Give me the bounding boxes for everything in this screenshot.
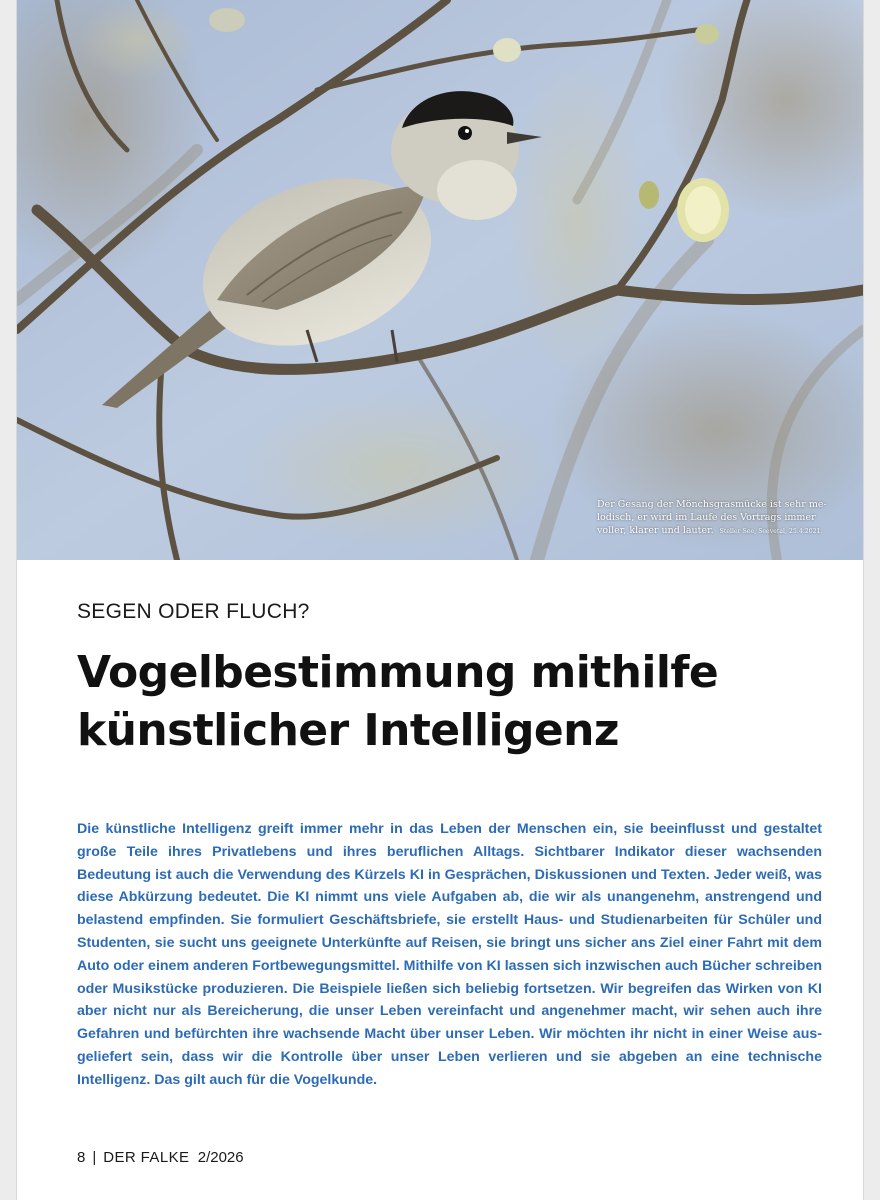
bird-photo [17,0,863,560]
photo-caption [597,498,839,538]
headline-line-1: Vogelbestimmung mithilfe [77,647,719,698]
page-footer [77,1149,244,1166]
issue-number: 2/2026 [197,1149,244,1166]
blackcap-illustration [17,0,863,560]
article-kicker: SEGEN ODER FLUCH? [77,600,310,623]
headline-line-2: künstlicher Intelligenz [77,705,619,756]
footer-separator: | [92,1149,97,1166]
photo-caption-text: Der Gesang der Mönchsgrasmücke ist sehr melodisch, er wird im Laufe des Vortrags immer voller, klarer und lauter. [597,499,827,536]
photo-credit: Steller See, Seevetal, 25.4.2021. [719,528,823,535]
article-lead-paragraph: Die künstliche Intelligenz greift immer mehr in das Leben der Menschen ein, sie beeinflusst und gestaltet große Teile ihres Privatlebens und ihres beruflichen Alltags. Sichtbarer Indikator dieser wachsenden Bedeutung ist auch die Verwendung des Kürzels KI in Gesprächen, Diskussionen und Texten. Jeder weiß, was diese Abkürzung bedeutet. Die KI nimmt uns viele Aufgaben ab, die wir als unangenehm, anstrengend und belastend empfinden. Sie formuliert Geschäftsbriefe, sie erstellt Haus- und Studienarbeiten für Schüler und Studenten, sie sucht uns geeignete Unterkünfte auf Reisen, sie bringt uns sicher ans Ziel einer Fahrt mit dem Auto oder einem anderen Fortbewegungsmittel. Mithilfe von KI lassen sich inzwischen auch Bücher schreiben oder Musikstücke produzieren. Die Beispiele ließen sich beliebig fortsetzen. Wir begreifen das Wirken von KI aber nicht nur als Bereicherung, die unser Leben vereinfacht und angenehmer macht, wir sehen auch ihre Gefahren und befürchten ihre wachsende Macht über unser Leben. Wir möchten ihr nicht in einer Weise ausgeliefert sein, dass wir die Kontrolle über unser Leben verlieren und sie abgeben an eine technische Intelligenz. Das gilt auch für die Vogelkunde. [77,821,822,1088]
article-headline [77,644,837,760]
magazine-page [17,0,863,1200]
magazine-name: DER FALKE [103,1149,190,1166]
page-number: 8 [77,1149,86,1166]
